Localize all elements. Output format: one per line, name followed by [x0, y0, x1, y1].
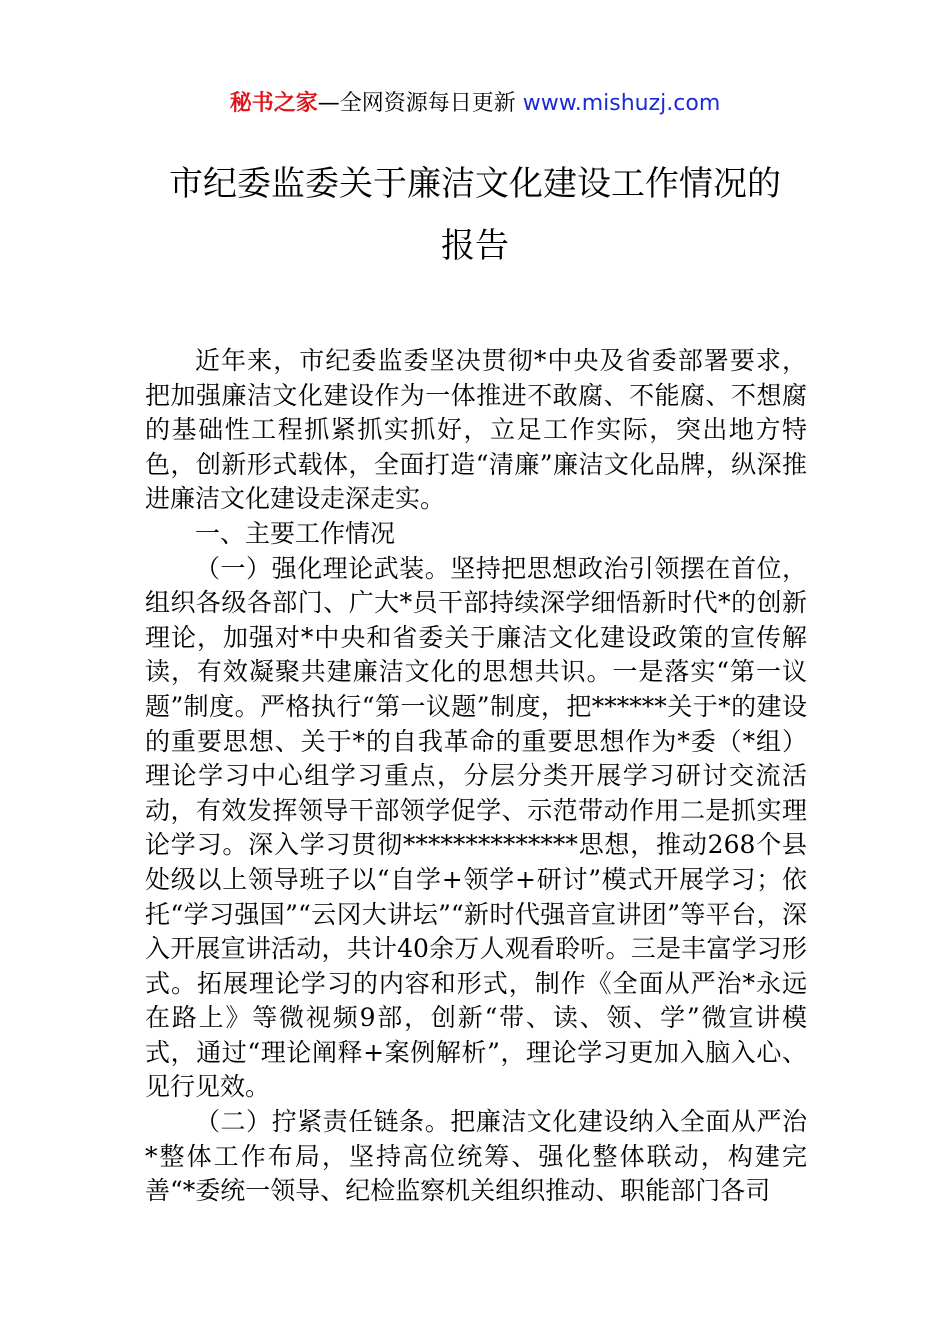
- site-brand: 秘书之家: [229, 91, 318, 116]
- section-heading: 一、主要工作情况: [195, 518, 396, 548]
- body-paragraph: （一）强化理论武装。坚持把思想政治引领摆在首位，组织各级各部门、广大*员干部持续深学细悟新时代*的创新理论，加强对*中央和省委关于廉洁文化建设政策的宣传解读，有效凝聚共建廉洁文化的思想共识。一是落实“第一议题”制度。严格执行“第一议题”制度，把******关于*的建设的重要思想、关于*的自我革命的重要思想作为*委（*组）理论学习中心组学习重点，分层分类开展学习研讨交流活动，有效发挥领导干部领学促学、示范带动作用二是抓实理论学习。深入学习贯彻**************思想，推动268个县处级以上领导班子以“自学+领学+研讨”模式开展学习；依托“学习强国”“云冈大讲坛”“新时代强音宣讲团”等平台，深入开展宣讲活动，共计40余万人观看聆听。三是丰富学习形式。拓展理论学习的内容和形式，制作《全面从严治*永远在路上》等微视频9部，创新“带、读、领、学”微宣讲模式，通过“理论阐释+案例解析”，理论学习更加入脑入心、见行见效。: [145, 553, 807, 1102]
- site-slogan: —全网资源每日更新: [317, 91, 516, 116]
- site-header: [0, 88, 950, 120]
- document-title-line-1: 市纪委监委关于廉洁文化建设工作情况的: [169, 164, 781, 204]
- site-url-link[interactable]: www.mishuzj.com: [522, 91, 721, 116]
- document-title-line-2: 报告: [441, 226, 509, 266]
- body-paragraph: （二）拧紧责任链条。把廉洁文化建设纳入全面从严治*整体工作布局，坚持高位统筹、强化整体联动，构建完善“*委统一领导、纪检监察机关组织推动、职能部门各司: [145, 1107, 807, 1206]
- intro-paragraph: 近年来，市纪委监委坚决贯彻*中央及省委部署要求，把加强廉洁文化建设作为一体推进不敢腐、不能腐、不想腐的基础性工程抓紧抓实抓好，立足工作实际，突出地方特色，创新形式载体，全面打造“清廉”廉洁文化品牌，纵深推进廉洁文化建设走深走实。: [145, 346, 807, 514]
- document-title: [60, 153, 890, 277]
- document-body: [145, 344, 807, 1209]
